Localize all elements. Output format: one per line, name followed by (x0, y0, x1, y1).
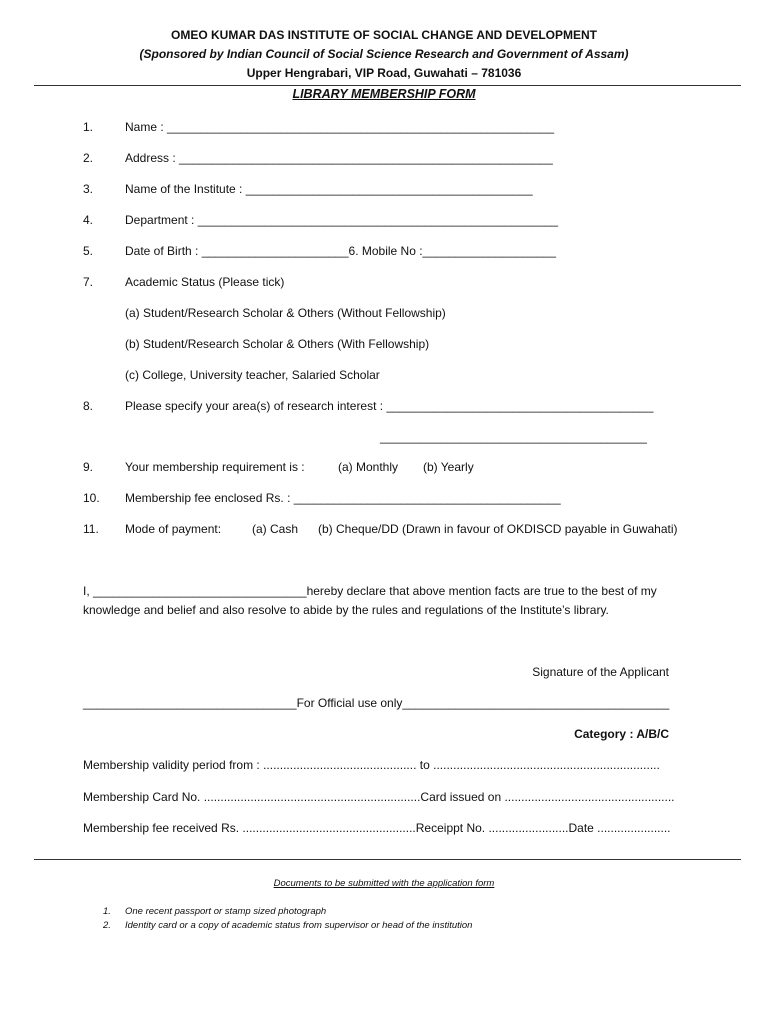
field-number: 9. (83, 460, 94, 474)
declaration-line-1[interactable]: I, ________________________________hereby declare that above mention facts are true to the best of my (83, 584, 657, 598)
document-item-number: 2. (103, 920, 111, 931)
field-number: 1. (83, 120, 94, 134)
membership-fee-field[interactable]: Membership fee enclosed Rs. : ________________________________________ (125, 491, 561, 505)
field-number: 4. (83, 213, 94, 227)
field-number: 7. (83, 275, 94, 289)
membership-requirement-label: Your membership requirement is : (125, 460, 305, 474)
validity-period-field: Membership validity period from : .............................................. to .................................................................... (83, 758, 660, 772)
academic-status-option-a[interactable]: (a) Student/Research Scholar & Others (Without Fellowship) (125, 306, 446, 320)
category-label: Category : A/B/C (574, 727, 669, 741)
department-field[interactable]: Department : ______________________________________________________ (125, 213, 559, 227)
option-cash[interactable]: (a) Cash (252, 522, 299, 536)
declaration-line-2: knowledge and belief and also resolve to abide by the rules and regulations of the Institute’s library. (83, 603, 609, 617)
document-item: Identity card or a copy of academic status from supervisor or head of the institution (125, 920, 473, 931)
field-number: 2. (83, 151, 94, 165)
form-title: LIBRARY MEMBERSHIP FORM (292, 87, 476, 101)
field-number: 3. (83, 182, 94, 196)
field-number: 10. (83, 491, 100, 505)
research-interest-field[interactable]: Please specify your area(s) of research interest : ________________________________________ (125, 399, 654, 413)
footer-divider (34, 859, 741, 860)
institute-field[interactable]: Name of the Institute : ___________________________________________ (125, 182, 533, 196)
academic-status-option-c[interactable]: (c) College, University teacher, Salaried Scholar (125, 368, 380, 382)
documents-title: Documents to be submitted with the application form (273, 878, 495, 889)
field-number: 5. (83, 244, 94, 258)
official-use-divider: ________________________________For Official use only________________________________________ (83, 696, 670, 710)
address-field[interactable]: Address : ________________________________________________________ (125, 151, 553, 165)
option-yearly[interactable]: (b) Yearly (423, 460, 474, 474)
field-number: 11. (83, 522, 99, 536)
sponsor-line: (Sponsored by Indian Council of Social Science Research and Government of Assam) (139, 47, 629, 61)
applicant-signature-label: Signature of the Applicant (532, 665, 669, 679)
name-field[interactable]: Name : __________________________________________________________ (125, 120, 555, 134)
header-divider (34, 85, 741, 86)
academic-status-option-b[interactable]: (b) Student/Research Scholar & Others (With Fellowship) (125, 337, 430, 351)
dob-mobile-field[interactable]: Date of Birth : ______________________6. Mobile No :____________________ (125, 244, 557, 258)
option-monthly[interactable]: (a) Monthly (338, 460, 399, 474)
document-item-number: 1. (103, 906, 111, 917)
card-number-field: Membership Card No. .................................................................Card issued on ................................................... (83, 790, 675, 804)
document-item: One recent passport or stamp sized photograph (125, 906, 327, 917)
academic-status-label: Academic Status (Please tick) (125, 275, 285, 289)
payment-mode-label: Mode of payment: (125, 522, 222, 536)
option-cheque-dd[interactable]: (b) Cheque/DD (Drawn in favour of OKDISCD payable in Guwahati) (318, 522, 678, 536)
field-number: 8. (83, 399, 94, 413)
fee-received-field: Membership fee received Rs. ....................................................Receippt No. ........................Date ...................... (83, 821, 671, 835)
research-interest-continuation[interactable]: ________________________________________ (380, 430, 647, 444)
institute-address: Upper Hengrabari, VIP Road, Guwahati – 781036 (246, 66, 522, 80)
institute-name: OMEO KUMAR DAS INSTITUTE OF SOCIAL CHANGE AND DEVELOPMENT (170, 28, 597, 42)
